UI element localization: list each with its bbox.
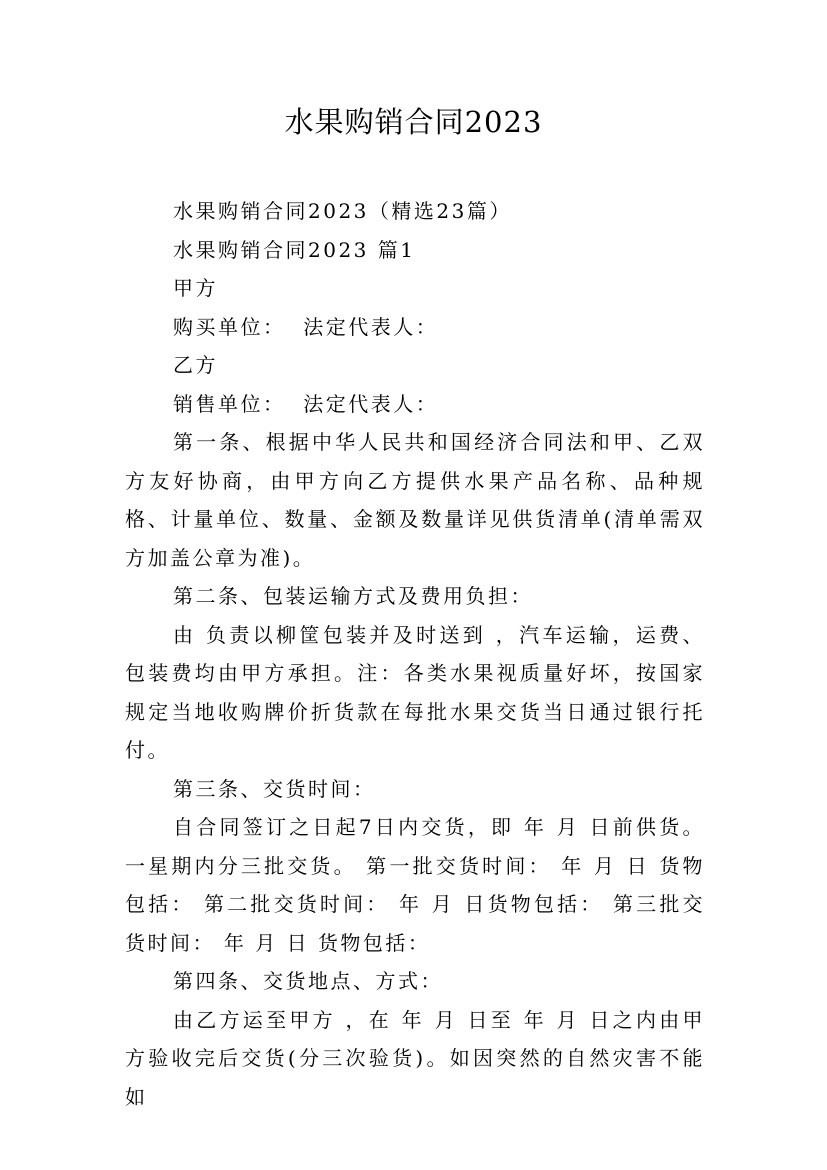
document-body	[125, 192, 705, 1116]
paragraph-article-1: 第一条、根据中华人民共和国经济合同法和甲、乙双方友好协商，由甲方向乙方提供水果产品名称、品种规格、计量单位、数量、金额及数量详见供货清单(清单需双方加盖公章为准)。	[125, 430, 705, 570]
paragraph-article-2-body: 由 负责以柳筐包装并及时送到 ，汽车运输，运费、包装费均由甲方承担。注：各类水果视质量好坏，按国家规定当地收购牌价折货款在每批水果交货当日通过银行托付。	[125, 622, 705, 762]
paragraph-article-3-heading: 第三条、交货时间：	[173, 776, 376, 801]
paragraph-party-b: 乙方	[173, 353, 218, 377]
paragraph-article-4-heading: 第四条、交货地点、方式：	[173, 969, 443, 993]
paragraph-article-3-body: 自合同签订之日起7日内交货，即 年 月 日前供货。一星期内分三批交货。 第一批交货时间： 年 月 日 货物包括： 第二批交货时间： 年 月 日货物包括： 第三批交货时间： 年 月 日 货物包括：	[125, 815, 705, 955]
paragraph-buyer-unit: 购买单位： 法定代表人：	[173, 314, 439, 339]
paragraph-article-2-heading: 第二条、包装运输方式及费用负担：	[173, 584, 533, 608]
paragraph-section-heading: 水果购销合同2023 篇1	[173, 237, 416, 262]
paragraph-party-a: 甲方	[173, 276, 218, 300]
paragraph-seller-unit: 销售单位： 法定代表人：	[173, 391, 439, 416]
paragraph-subtitle: 水果购销合同2023（精选23篇）	[173, 199, 512, 223]
paragraph-article-4-body: 由乙方运至甲方 ，在 年 月 日至 年 月 日之内由甲方验收完后交货(分三次验货)。如因突然的自然灾害不能如	[125, 1007, 705, 1109]
document-title: 水果购销合同2023	[284, 105, 543, 139]
